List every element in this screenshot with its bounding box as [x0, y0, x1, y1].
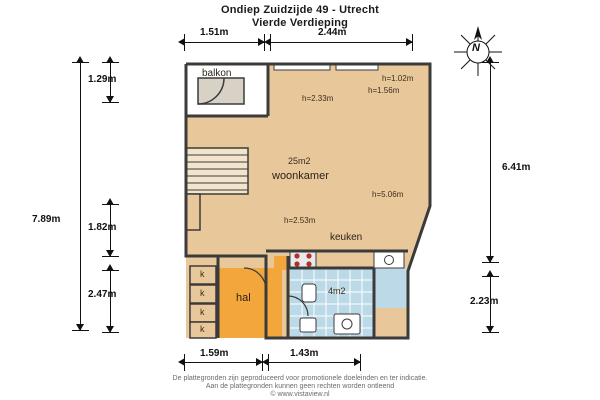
- dimension-top-left-label: 1.51m: [200, 27, 229, 38]
- height-woonkamer-right: h=5.06m: [372, 190, 404, 199]
- dimension-right-top: [480, 56, 500, 268]
- room-area-badkamer: 4m2: [328, 286, 346, 296]
- dimension-left-bottom-label: 2.47m: [88, 289, 117, 300]
- dimension-bottom-right-label: 1.43m: [290, 348, 319, 359]
- footer-line3: © www.vistaview.nl: [270, 391, 330, 398]
- height-balkon-right: h=1.02m: [382, 74, 414, 83]
- page-title-line1: [0, 4, 600, 16]
- dimension-top-right-label: 2.44m: [318, 27, 347, 38]
- dimension-right-bottom-label: 2.23m: [470, 296, 499, 307]
- room-label-keuken: keuken: [330, 232, 363, 243]
- dimension-left-bottom: [100, 264, 120, 338]
- room-label-woonkamer: woonkamer: [272, 170, 329, 182]
- room-label-balkon: balkon: [202, 68, 232, 79]
- dimension-top: [178, 27, 418, 52]
- height-balkon-right-2: h=1.56m: [368, 86, 400, 95]
- closet-4-label: k: [200, 324, 205, 334]
- footer-line1: De plattegronden zijn geproduceerd voor promotionele doeleinden en ter indicatie.: [172, 375, 428, 382]
- height-woonkamer-bottom: h=2.53m: [284, 216, 316, 225]
- dimension-right-top-label: 6.41m: [502, 162, 531, 173]
- title-address: Ondiep Zuidzijde 49 - Utrecht: [221, 4, 379, 16]
- floorplan-drawing: [178, 56, 448, 346]
- closet-2-label: k: [200, 288, 205, 298]
- height-woonkamer-top: h=2.33m: [302, 94, 334, 103]
- dimension-left-total-label: 7.89m: [32, 214, 61, 225]
- room-label-hal: hal: [236, 292, 251, 304]
- dimension-left-total: [70, 56, 90, 336]
- page-title-line2: [0, 17, 600, 29]
- title-floor: Vierde Verdieping: [251, 17, 349, 29]
- closet-1-label: k: [200, 269, 205, 279]
- dimension-bottom-left-label: 1.59m: [200, 348, 229, 359]
- compass-label: N: [472, 42, 480, 54]
- closet-3-label: k: [200, 307, 205, 317]
- dimension-bottom: [178, 348, 368, 374]
- dimension-left-top-label: 1.29m: [88, 74, 117, 85]
- dimension-left-mid-label: 1.82m: [88, 222, 117, 233]
- footer-line2: Aan de plattegronden kunnen geen rechten worden ontleend: [205, 383, 395, 390]
- room-area-woonkamer: 25m2: [288, 156, 311, 166]
